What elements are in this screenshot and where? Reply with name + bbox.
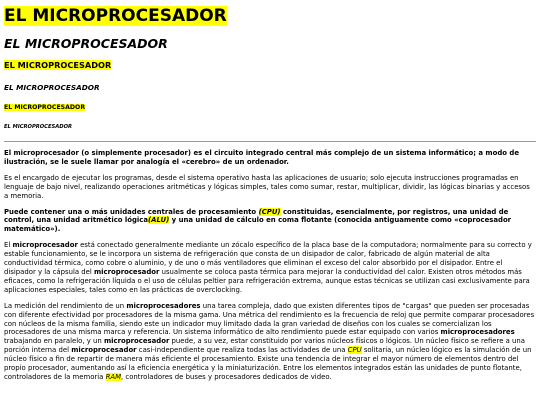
heading-2	[4, 60, 536, 70]
paragraph-performance	[4, 302, 536, 382]
keyword-microprocesador: microprocesador	[71, 346, 137, 355]
keyword-microprocesadores: microprocesadores	[440, 328, 515, 337]
ram-term: RAM	[105, 372, 122, 381]
paragraph-intro: El microprocesador (o simplemente procesador) es el circuito integrado central más complejo de un sistema informático; a modo de ilustración, se le suele llamar por analogía el «cerebro» de un ordenador.	[4, 149, 520, 166]
divider	[4, 141, 536, 142]
paragraph-components-text-c: y una unidad de cálculo en coma flotante (conocida antiguamente como «coprocesador matemático»).	[4, 216, 512, 234]
keyword-microprocesadores: microprocesadores	[126, 301, 201, 310]
keyword-microprocesador: microprocesador	[94, 267, 160, 276]
paragraph-cooling-text-c: está conectado generalmente mediante un zócalo específico de la placa base de la computadora; normalmente para su correcto y estable funcionamiento, se le incorpora un sistema de refrigeración que consta de un disipador de calor, fabricado de algún material de alta conductividad térmica, como cobre o aluminio, y de uno o más ventiladores que eliminan el exceso del calor absorbido por el disipador. Entre el disipador y la cápsula del	[4, 241, 532, 276]
paragraph-performance-text-g: solitaria, un núcleo lógico es la simulación de un núcleo físico a fin de repartir de manera más eficiente el procesamiento. Existe una tendencia de integrar el mayor número de elementos dentro del propio procesador, aumentando así la eficiencia energética y la miniaturización. Entre los elementos integrados están las unidades de punto flotante, controladores de la memoria	[4, 346, 532, 381]
paragraph-cooling-text-a: El	[4, 241, 13, 250]
paragraph-components	[4, 208, 536, 235]
heading-2-text: EL MICROPROCESADOR	[4, 60, 112, 70]
alu-term: (ALU)	[148, 216, 170, 225]
heading-2-italic: EL MICROPROCESADOR	[4, 83, 100, 92]
cpu-term: (CPU)	[258, 207, 281, 216]
heading-1-italic: EL MICROPROCESADOR	[4, 36, 168, 51]
paragraph-performance-text-h: , controladores de buses y procesadores dedicados de video.	[121, 372, 332, 381]
cpu-term: CPU	[347, 346, 362, 355]
paragraph-components-text-a: Puede contener una o más unidades centrales de procesamiento	[4, 207, 259, 216]
paragraph-cooling-text-d: usualmente se coloca pasta térmica para mejorar la conductividad del calor. Existen otros métodos más eficaces, como la refrigeración líquida o el uso de células peltier para refrigeración extrema, aunque estas técnicas se utilizan casi exclusivamente para aplicaciones especiales, tales como en las prácticas de overclocking.	[4, 267, 530, 294]
paragraph-function: Es el encargado de ejecutar los programas, desde el sistema operativo hasta las aplicaciones de usuario; solo ejecuta instrucciones programadas en lenguaje de bajo nivel, realizando operaciones aritméticas y lógicas simples, tales como sumar, restar, multiplicar, dividir, las lógicas binarias y accesos a memoria.	[4, 173, 530, 200]
paragraph-performance-text-e: puede, a su vez, estar constituido por varios núcleos físicos o lógicos. Un núcleo físico se refiere a una porción interna del	[4, 337, 526, 355]
paragraph-performance-text-d: trabajando en paralelo, y un	[4, 337, 104, 346]
heading-1-text: EL MICROPROCESADOR	[4, 6, 227, 26]
paragraph-cooling	[4, 241, 536, 294]
heading-3-italic: EL MICROPROCESADOR	[4, 124, 72, 130]
keyword-microprocesador: microprocesador	[103, 337, 170, 346]
heading-3-text: EL MICROPROCESADOR	[4, 104, 86, 111]
heading-3	[4, 104, 536, 112]
paragraph-performance-text-a: La medición del rendimiento de un	[4, 301, 127, 310]
paragraph-performance-text-c: una tarea compleja, dado que existen diferentes tipos de "cargas" que pueden ser procesadas con diferente efectividad por procesadores de la misma gama. Una métrica del rendimiento es la frecuencia de reloj que permite comparar procesadores con núcleos de la misma familia, siendo este un indicador muy limitado dada la gran variedad de diseños con los cuales se comercializan los procesadores de una misma marca y referencia. Un sistema informático de alto rendimiento puede estar equipado con varios	[4, 301, 535, 337]
heading-1	[4, 6, 536, 26]
paragraph-components-text-b: constituidas, esencialmente, por registros, una unidad de control, una unidad aritmético lógica	[4, 207, 509, 225]
paragraph-performance-text-f: casi-independiente que realiza todas las actividades de una	[136, 346, 348, 355]
keyword-microprocesador: microprocesador	[12, 241, 78, 250]
